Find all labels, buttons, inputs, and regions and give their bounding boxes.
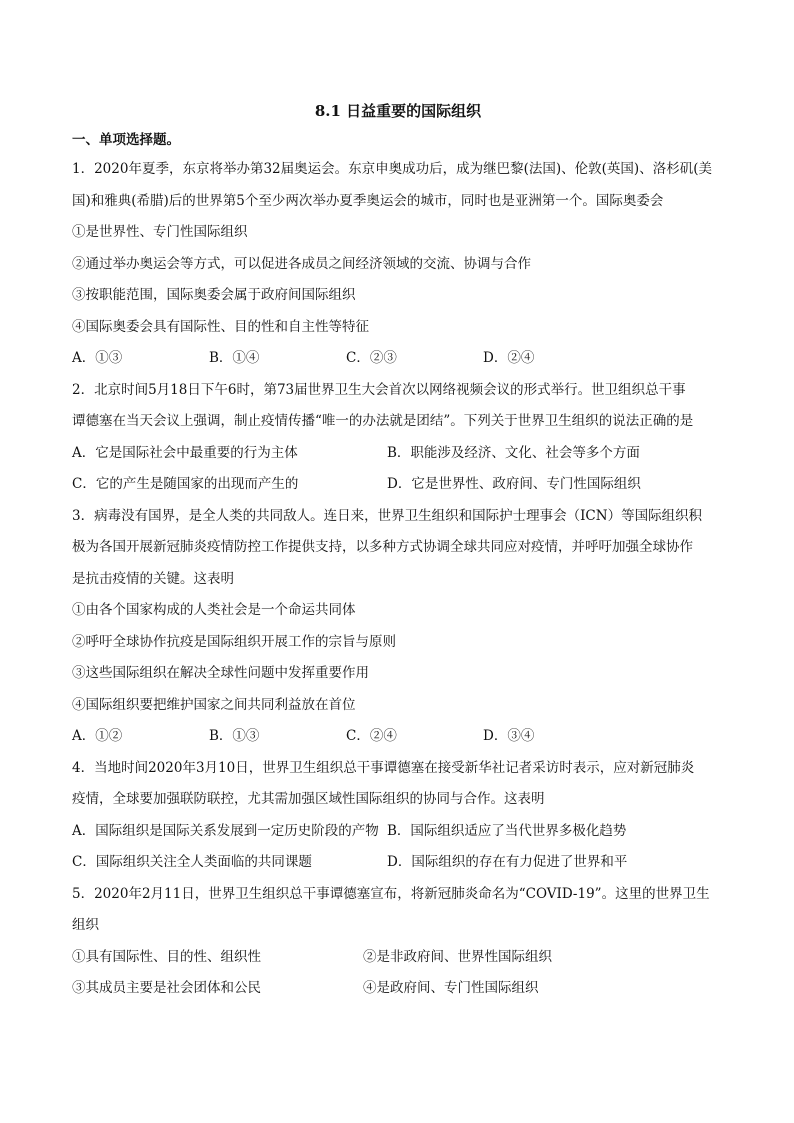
- question-4-options-row-1: [72, 816, 724, 848]
- question-3-statement-2: ②呼吁全球协作抗疫是国际组织开展工作的宗旨与原则: [72, 633, 396, 650]
- question-4-stem-line-2: 疫情，全球要加强联防联控，尤其需加强区域性国际组织的协同与合作。这表明: [72, 791, 545, 807]
- question-1-stem-line-2: 国)和雅典(希腊)后的世界第5个至少两次举办夏季奥运会的城市，同时也是亚洲第一个。国际奥委会: [72, 192, 664, 209]
- question-5-statements-row-1: [72, 942, 724, 974]
- question-1-option-a: A．①③: [72, 350, 123, 366]
- question-3-statement-4: ④国际组织要把维护国家之间共同利益放在首位: [72, 696, 356, 713]
- question-2-stem-line-1: 2．北京时间5月18日下午6时，第73届世界卫生大会首次以网络视频会议的形式举行。世卫组织总干事: [72, 381, 686, 398]
- question-3-stem-line-3: 是抗击疫情的关键。这表明: [72, 570, 234, 587]
- question-3: [72, 501, 724, 753]
- question-3-option-d: D．③④: [483, 728, 535, 744]
- question-1-statement-3: ③按职能范围，国际奥委会属于政府间国际组织: [72, 287, 356, 303]
- question-1-statement-4: ④国际奥委会具有国际性、目的性和自主性等特征: [72, 318, 369, 335]
- question-2-stem-line-2: 谭德塞在当天会议上强调，制止疫情传播“唯一的办法就是团结”。下列关于世界卫生组织的说法正确的是: [72, 413, 694, 429]
- question-2: [72, 375, 724, 501]
- question-3-statement-3: ③这些国际组织在解决全球性问题中发挥重要作用: [72, 665, 369, 681]
- question-5-stem-line-1: 5．2020年2月11日，世界卫生组织总干事谭德塞宣布，将新冠肺炎命名为“COVID-19”。这里的世界卫生: [72, 885, 710, 902]
- question-1-statement-2: ②通过举办奥运会等方式，可以促进各成员之间经济领域的交流、协调与合作: [72, 255, 531, 272]
- question-2-options-row-1: [72, 438, 724, 470]
- page-title: 8.1 日益重要的国际组织: [314, 102, 482, 120]
- question-5-statements-row-2: [72, 973, 724, 1005]
- question-1: [72, 154, 724, 375]
- question-1-option-c: C．②③: [346, 350, 397, 366]
- question-5-statement-4: ④是政府间、专门性国际组织: [363, 980, 539, 996]
- question-2-option-c: C．它的产生是随国家的出现而产生的: [72, 476, 299, 492]
- question-5-statement-2: ②是非政府间、世界性国际组织: [363, 948, 552, 965]
- question-3-option-a: A．①②: [72, 728, 123, 744]
- question-3-stem-line-2: 极为各国开展新冠肺炎疫情防控工作提供支持，以多种方式协调全球共同应对疫情，并呼吁加强全球协作: [72, 539, 693, 555]
- question-4-stem-line-1: 4．当地时间2020年3月10日，世界卫生组织总干事谭德塞在接受新华社记者采访时表示，应对新冠肺炎: [72, 759, 695, 776]
- question-1-stem-line-1: 1．2020年夏季，东京将举办第32届奥运会。东京申奥成功后，成为继巴黎(法国)、伦敦(英国)、洛杉矶(美: [72, 161, 712, 177]
- worksheet-page: [72, 96, 724, 1005]
- question-3-statement-1: ①由各个国家构成的人类社会是一个命运共同体: [72, 602, 356, 618]
- question-4-option-b: B．国际组织适应了当代世界多极化趋势: [387, 822, 627, 839]
- question-5-statement-3: ③其成员主要是社会团体和公民: [72, 980, 261, 996]
- question-3-option-b: B．①③: [209, 728, 260, 744]
- question-4-options-row-2: [72, 847, 724, 879]
- question-2-option-d: D．它是世界性、政府间、专门性国际组织: [387, 476, 641, 492]
- section-heading: 一、单项选择题。: [72, 132, 180, 148]
- question-5: [72, 879, 724, 1005]
- question-2-option-b: B．职能涉及经济、文化、社会等多个方面: [387, 444, 640, 461]
- question-1-options: [72, 343, 724, 375]
- question-4-option-a: A．国际组织是国际关系发展到一定历史阶段的产物: [72, 822, 379, 839]
- question-5-stem-line-2: 组织: [72, 917, 99, 933]
- question-3-option-c: C．②④: [346, 728, 397, 744]
- question-2-options-row-2: [72, 469, 724, 501]
- question-4-option-c: C．国际组织关注全人类面临的共同课题: [72, 854, 312, 870]
- question-4-option-d: D．国际组织的存在有力促进了世界和平: [387, 854, 628, 870]
- question-2-option-a: A．它是国际社会中最重要的行为主体: [72, 444, 298, 461]
- question-3-options: [72, 721, 724, 753]
- question-1-statement-1: ①是世界性、专门性国际组织: [72, 224, 248, 240]
- question-4: [72, 753, 724, 879]
- question-5-statement-1: ①具有国际性、目的性、组织性: [72, 948, 261, 965]
- question-1-option-d: D．②④: [483, 350, 535, 366]
- question-1-option-b: B．①④: [209, 350, 260, 366]
- question-3-stem-line-1: 3．病毒没有国界，是全人类的共同敌人。连日来，世界卫生组织和国际护士理事会（ICN）等国际组织积: [72, 507, 703, 524]
